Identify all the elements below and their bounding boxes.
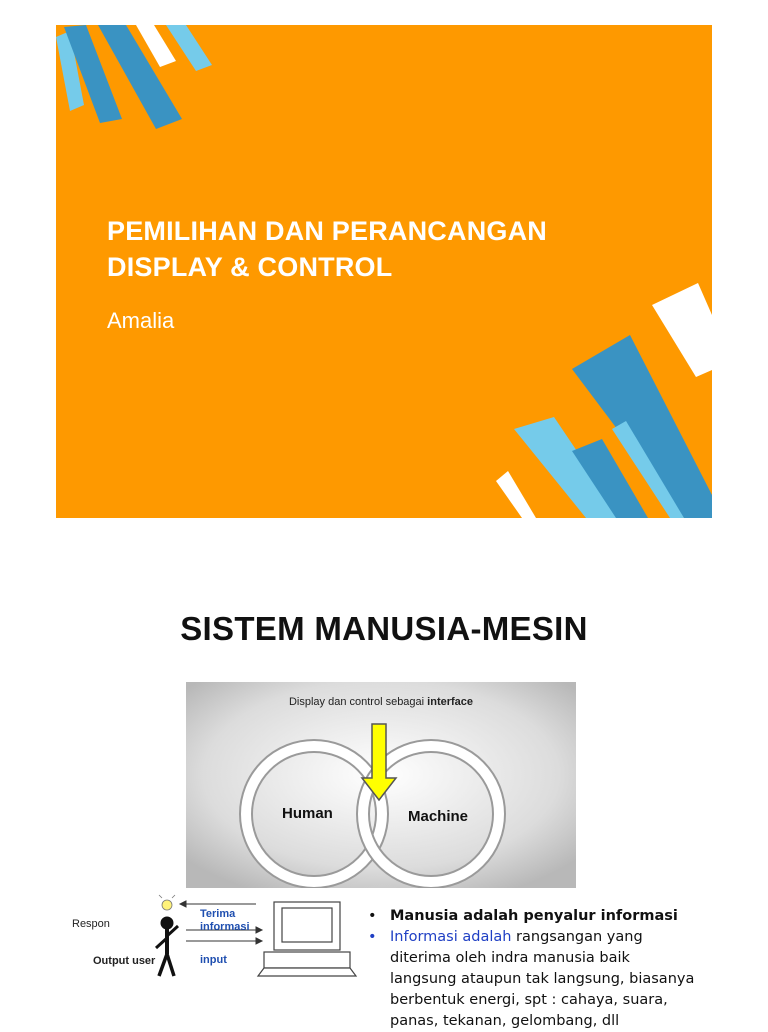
author-name: Amalia <box>107 308 175 333</box>
input-label: input <box>200 954 227 966</box>
machine-label: Machine <box>408 808 469 825</box>
content-slide <box>0 560 768 1029</box>
computer-icon <box>258 902 356 976</box>
respon-label: Respon <box>72 918 110 930</box>
person-icon <box>156 917 178 976</box>
bullet-icon: • <box>368 908 377 924</box>
title-slide <box>56 25 712 518</box>
terima-informasi-label: Terima informasi <box>200 908 250 933</box>
human-label: Human <box>282 805 333 822</box>
slide-heading: SISTEM MANUSIA-MESIN <box>180 610 588 647</box>
venn-graphic <box>186 682 576 888</box>
title-line-2: DISPLAY & CONTROL <box>107 252 393 282</box>
bullet-item: • Informasi adalah rangsangan yang diterima oleh indra manusia baik langsung ataupun tak langsung, biasanya berbentuk energi, spt : cahaya, suara, panas, tekanan, gelombang, dll <box>368 929 695 1029</box>
venn-diagram <box>186 682 576 888</box>
bullet-list <box>366 906 746 1032</box>
venn-caption: Display dan control sebagai interface <box>288 696 474 708</box>
title-line-1: PEMILIHAN DAN PERANCANGAN <box>107 216 548 246</box>
feedback-loop-diagram <box>66 892 366 1024</box>
output-user-label: Output user <box>93 955 156 967</box>
bullet-item: • Manusia adalah penyalur informasi <box>366 906 746 927</box>
presentation-title <box>107 213 547 285</box>
bullet-icon: • <box>368 929 377 945</box>
lightbulb-icon <box>159 895 175 910</box>
